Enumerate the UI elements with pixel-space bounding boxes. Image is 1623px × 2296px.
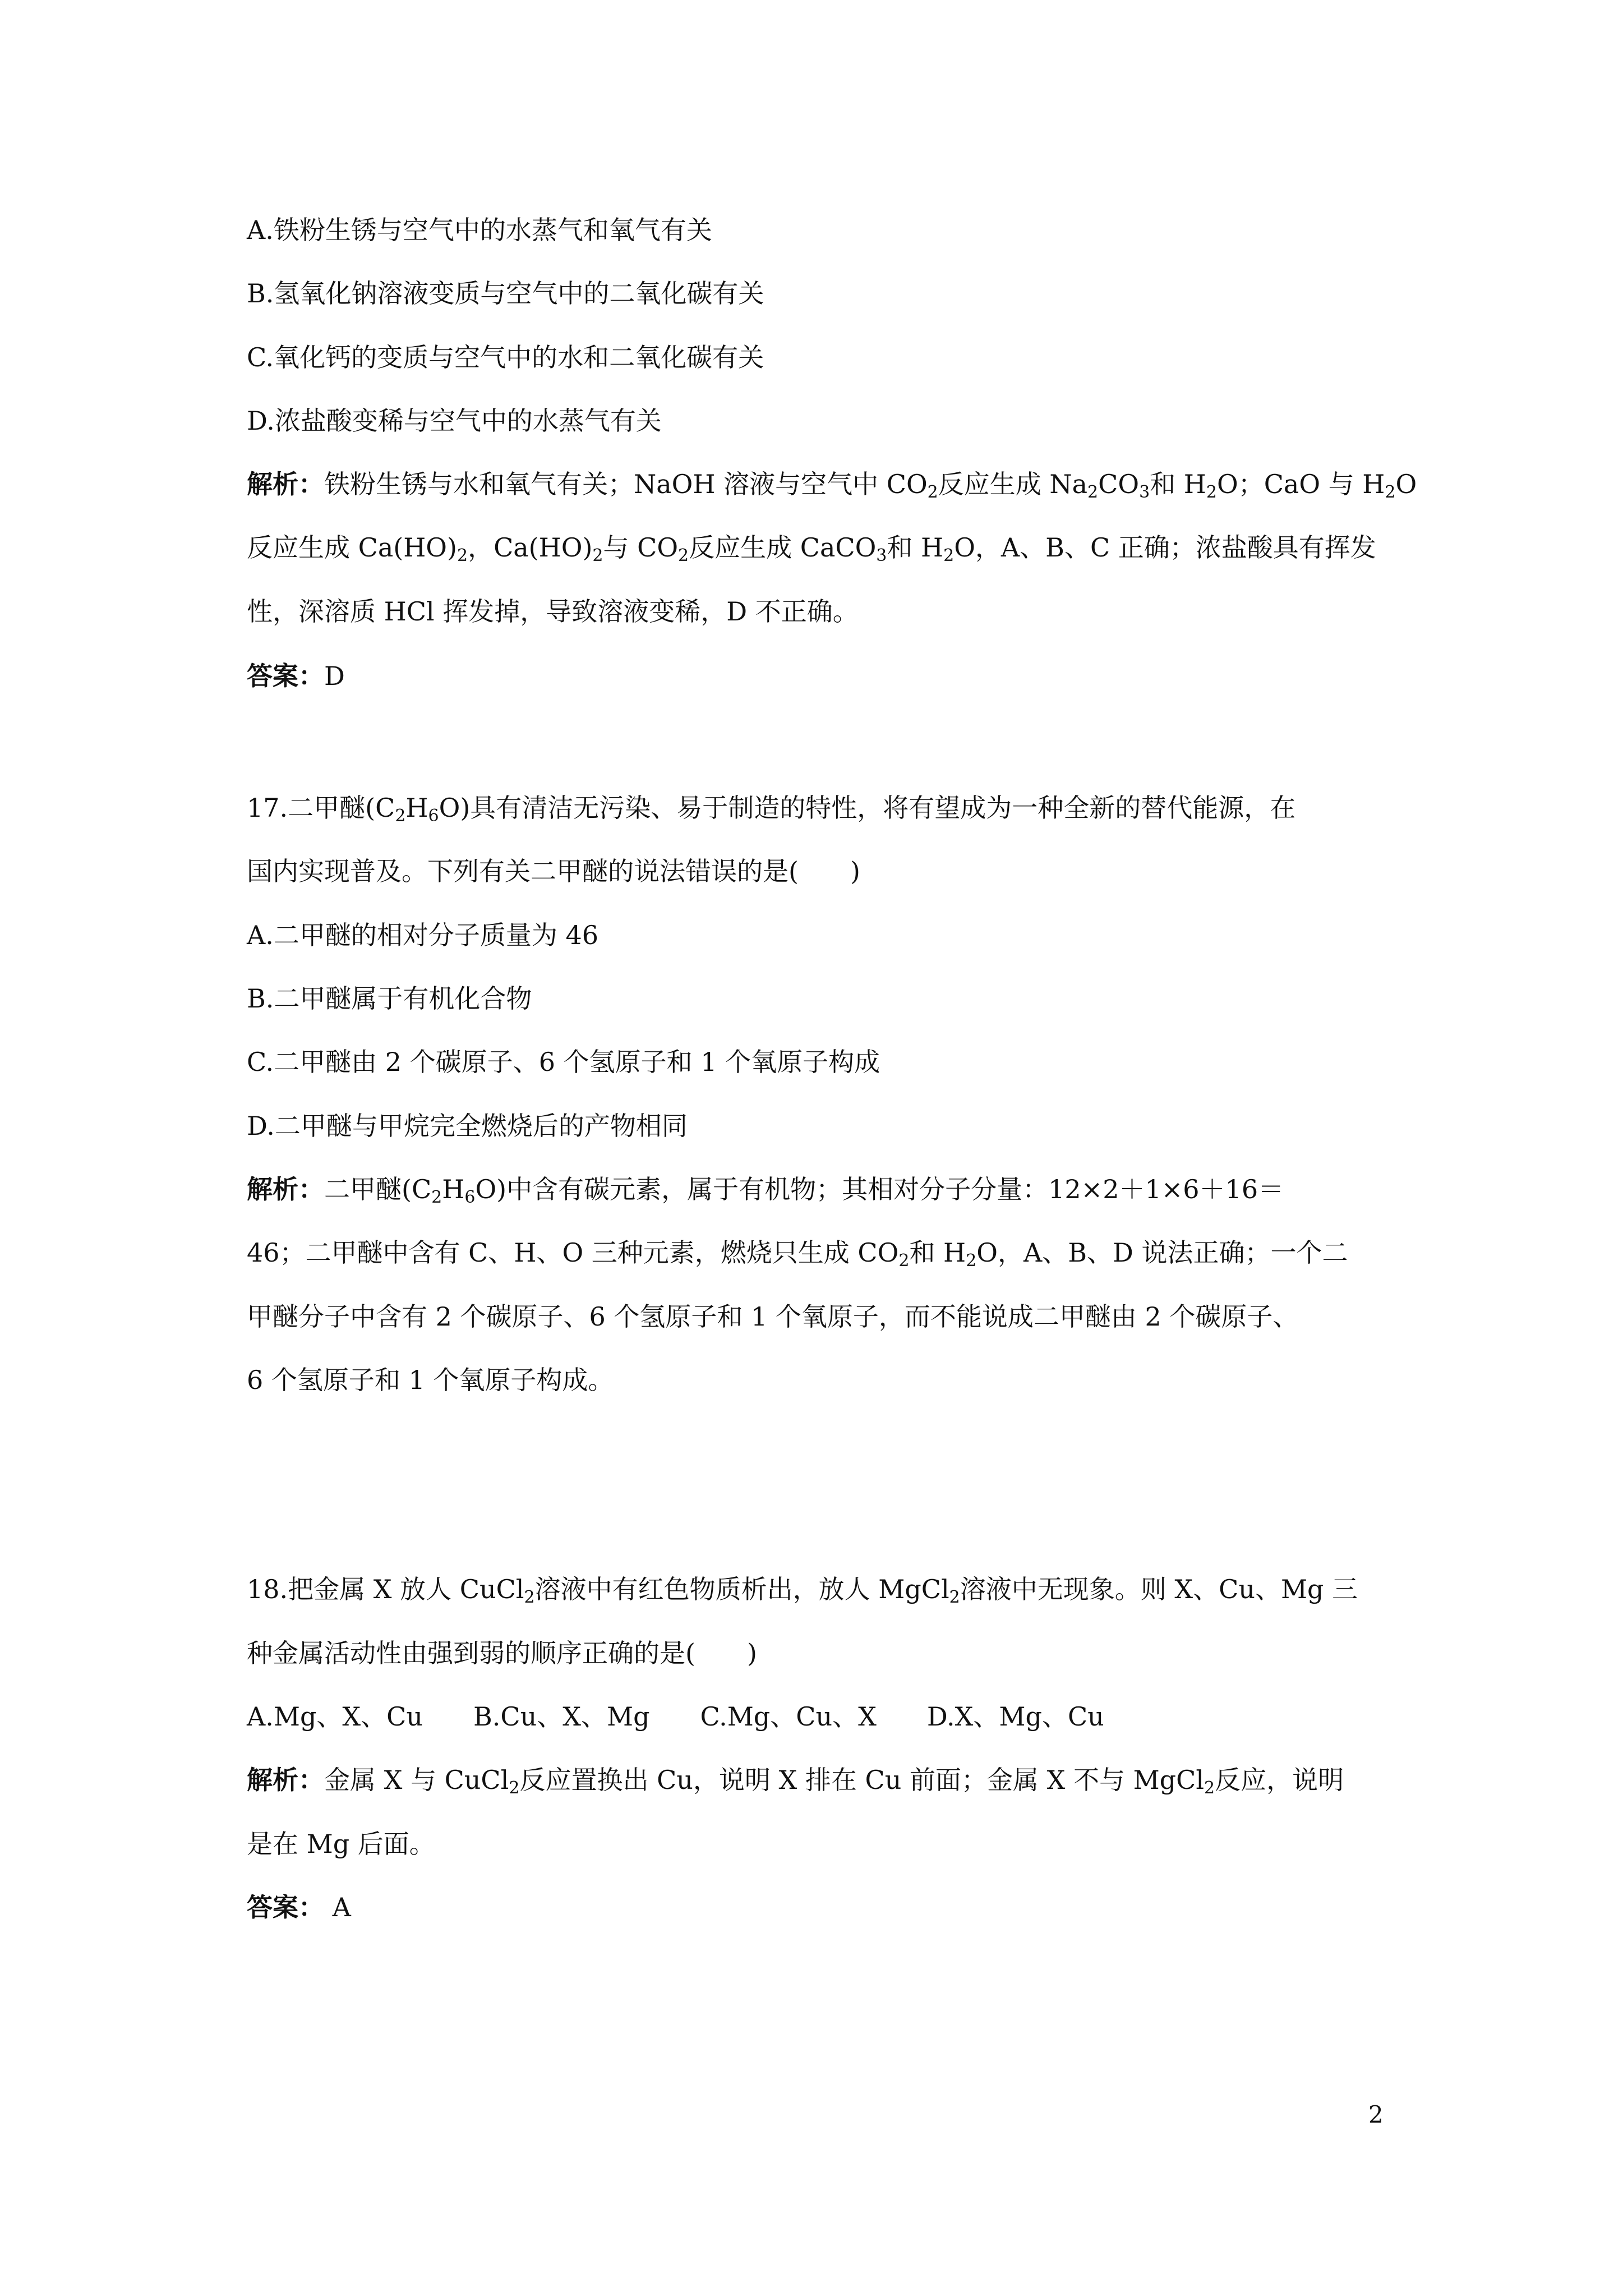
q18-options <box>247 1700 1396 1733</box>
q16-option-b: B.氢氧化钠溶液变质与空气中的二氧化碳有关 <box>247 278 764 309</box>
q16-option-c: C.氧化钙的变质与空气中的水和二氧化碳有关 <box>247 342 764 372</box>
answer-value: D <box>324 661 345 691</box>
analysis-label: 解析： <box>247 469 324 499</box>
q17-option-c: C.二甲醚由 2 个碳原子、6 个氢原子和 1 个氧原子构成 <box>247 1047 880 1077</box>
answer-label: 答案： <box>247 1892 324 1922</box>
q18-option-c: C.Mg、Cu、X <box>700 1701 877 1732</box>
answer-label: 答案： <box>247 661 324 691</box>
q17-option-b: B.二甲醚属于有机化合物 <box>247 983 532 1014</box>
q18-answer <box>247 1890 1396 1924</box>
q18-stem-line-2: 种金属活动性由强到弱的顺序正确的是( ) <box>247 1638 757 1668</box>
analysis-label: 解析： <box>247 1765 324 1795</box>
q18-analysis-line-1: 解析：金属 X 与 CuCl$_2$反应置换出 Cu，说明 X 排在 Cu 前面；金属 X 不与 MgCl$_2$反应，说明 <box>247 1765 1344 1798</box>
q16-option-a: A.铁粉生锈与空气中的水蒸气和氧气有关 <box>247 215 712 245</box>
q17-stem-line-2: 国内实现普及。下列有关二甲醚的说法错误的是( ) <box>247 856 860 886</box>
q18-option-b: B.Cu、X、Mg <box>473 1701 650 1732</box>
q17-analysis-line-3: 甲醚分子中含有 2 个碳原子、6 个氢原子和 1 个氧原子，而不能说成二甲醚由 2 个碳原子、 <box>247 1301 1299 1332</box>
q18-option-d: D.X、Mg、Cu <box>926 1701 1104 1732</box>
page-number: 2 <box>1368 2101 1384 2128</box>
q17-option-a: A.二甲醚的相对分子质量为 46 <box>247 920 598 950</box>
q17-analysis-line-4: 6 个氢原子和 1 个氧原子构成。 <box>247 1365 614 1395</box>
q16-analysis-line-2: 反应生成 $Ca(HO)_2$，$Ca(HO)_2$与 $CO_2$反应生成 CaCO$_3$和 $H_2O$，A、B、C 正确；浓盐酸具有挥发 <box>247 532 1376 565</box>
q16-analysis-line-1: 解析：铁粉生锈与水和氧气有关；NaOH 溶液与空气中 $CO_2$反应生成 $Na_2CO_3$和 $H_2O$；CaO 与 $H_2O$ <box>247 469 1417 502</box>
q18-analysis-line-2: 是在 Mg 后面。 <box>247 1829 435 1859</box>
q18-option-a: A.Mg、X、Cu <box>247 1701 423 1732</box>
q17-option-d: D.二甲醚与甲烷完全燃烧后的产物相同 <box>247 1111 688 1141</box>
q17-stem-line-1: 17.二甲醚$(C_2H_6O)$具有清洁无污染、易于制造的特性，将有望成为一种全新的替代能源，在 <box>247 793 1296 826</box>
q16-option-d: D.浓盐酸变稀与空气中的水蒸气有关 <box>247 406 662 436</box>
q18-stem-line-1: 18.把金属 X 放人 CuCl$_2$溶液中有红色物质析出，放人 MgCl$_2$溶液中无现象。则 X、Cu、Mg 三 <box>247 1574 1358 1607</box>
answer-value: A <box>324 1892 351 1922</box>
analysis-label: 解析： <box>247 1174 324 1204</box>
q16-analysis-line-3: 性，深溶质 HCl 挥发掉，导致溶液变稀，D 不正确。 <box>247 596 859 627</box>
q17-analysis-line-2: 46；二甲醚中含有 C、H、O 三种元素，燃烧只生成 $CO_2$和 $H_2O$，A、B、D 说法正确；一个二 <box>247 1237 1348 1271</box>
q16-answer <box>247 659 1396 693</box>
q17-analysis-line-1: 解析：二甲醚$(C_2H_6O)$中含有碳元素，属于有机物；其相对分子分量：12×2＋1×6＋16＝ <box>247 1174 1284 1207</box>
